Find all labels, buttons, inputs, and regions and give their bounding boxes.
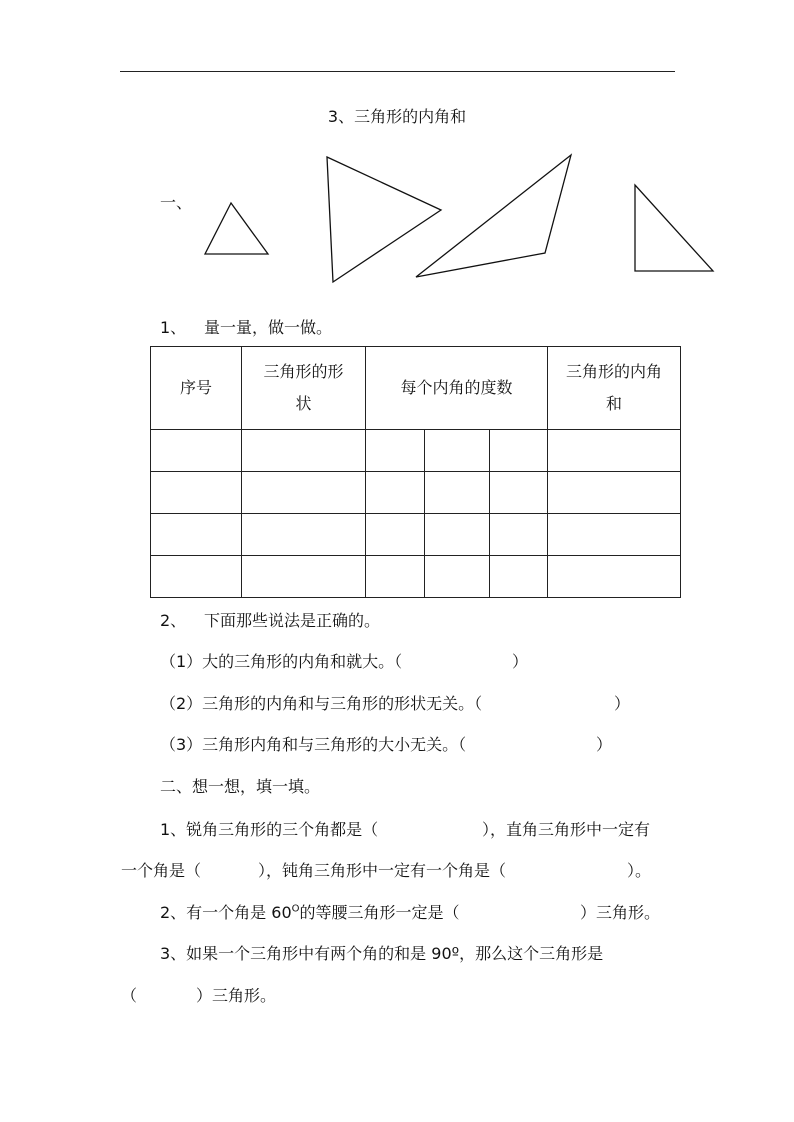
q2-item-1: （1）大的三角形的内角和就大。（ [160,652,403,671]
table-cell[interactable] [490,556,548,598]
q1-text: 量一量，做一做。 [204,318,333,337]
table-row [151,514,681,556]
table-cell[interactable] [425,430,490,472]
header-number: 序号 [151,347,242,430]
q2-number: 2、 [160,611,187,630]
triangle-figures [0,140,794,290]
q1-number: 1、 [160,318,187,337]
s2-q2-part1: 2、有一个角是 $60^O$的等腰三角形一定是（ [160,903,460,922]
header-shape: 三角形的形 状 [242,347,366,430]
s2-q1-part5: ）。 [627,861,652,880]
table-cell[interactable] [242,556,366,598]
page-title: 3、三角形的内角和 [327,107,467,126]
top-rule [120,71,675,72]
s2-q3-part3: ）三角形。 [196,986,277,1005]
q2-item-2: （2）三角形的内角和与三角形的形状无关。（ [160,694,483,713]
table-cell[interactable] [151,430,242,472]
table-cell[interactable] [425,514,490,556]
triangle-obtuse [416,155,571,277]
header-angle-sum: 三角形的内角 和 [548,347,681,430]
q2-item-2-close: ） [614,694,631,713]
table-cell[interactable] [548,472,681,514]
table-cell[interactable] [490,430,548,472]
table-cell[interactable] [242,472,366,514]
triangle-acute [327,157,441,282]
table-cell[interactable] [366,472,425,514]
table-cell[interactable] [548,556,681,598]
q2-item-3: （3）三角形内角和与三角形的大小无关。（ [160,735,467,754]
table-cell[interactable] [366,514,425,556]
triangle-small [205,203,268,254]
table-row [151,430,681,472]
measurement-table [150,346,681,598]
table-cell[interactable] [548,514,681,556]
table-cell[interactable] [425,556,490,598]
table-cell[interactable] [490,472,548,514]
table-cell[interactable] [490,514,548,556]
s2-q3-part2: （ [121,986,138,1005]
triangle-right [635,185,713,271]
table-row [151,472,681,514]
table-cell[interactable] [548,430,681,472]
s2-q2-part3: ）三角形。 [580,903,661,922]
q2-item-1-close: ） [512,652,529,671]
table-cell[interactable] [151,472,242,514]
s2-q1-part1: 1、锐角三角形的三个角都是（ [160,820,379,839]
section2-heading: 二、想一想，填一填。 [160,777,321,796]
table-row [151,556,681,598]
table-cell[interactable] [366,430,425,472]
table-cell[interactable] [425,472,490,514]
s2-q1-part4: ），钝角三角形中一定有一个角是（ [258,861,507,880]
s2-q1-part3: 一个角是（ [121,861,202,880]
section1-label: 一、 [160,193,193,212]
header-angle-degrees: 每个内角的度数 [366,347,548,430]
table-cell[interactable] [151,514,242,556]
table-header-row [151,347,681,430]
q2-text: 下面那些说法是正确的。 [204,611,381,630]
table-cell[interactable] [242,514,366,556]
degree-mark: O [291,903,300,915]
q2-item-3-close: ） [596,735,613,754]
table-cell[interactable] [242,430,366,472]
s2-q3-part1: 3、如果一个三角形中有两个角的和是 90º，那么这个三角形是 [160,944,604,963]
table-cell[interactable] [151,556,242,598]
s2-q1-part2: ），直角三角形中一定有 [482,820,651,839]
table-cell[interactable] [366,556,425,598]
